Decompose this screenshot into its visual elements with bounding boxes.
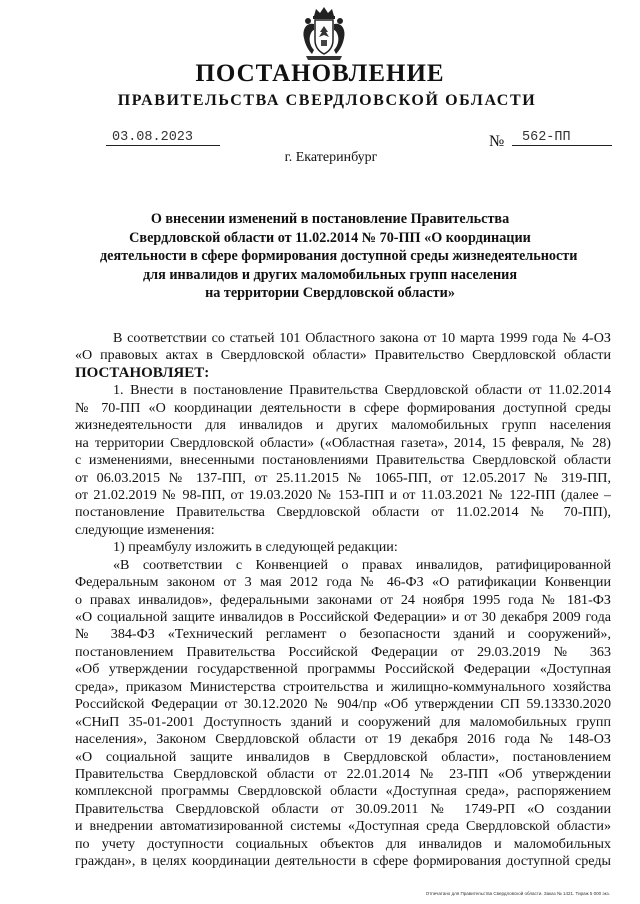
body-line: Правительства Свердловской области от 22.01.2014 № 23-ПП «Об утверждении (75, 765, 611, 782)
body-line: и внедрении автоматизированной системы «Доступная среда Свердловской области» (75, 818, 611, 835)
document-subtitle: ПРАВИТЕЛЬСТВА СВЕРДЛОВСКОЙ ОБЛАСТИ (117, 92, 537, 109)
document-city: г. Екатеринбург (284, 150, 378, 165)
heading-line: для инвалидов и других маломобильных групп населения (142, 266, 517, 283)
body-line: граждан», в целях координации деятельности в сфере формирования доступной среды (75, 853, 611, 870)
body-line: постановлением Правительства Российской Федерации от 29.03.2019 № 363 (75, 643, 611, 660)
heading-line: О внесении изменений в постановление Правительства (150, 211, 510, 227)
body-line: Федеральным законом от 3 мая 2012 года № 46-ФЗ «О ратификации Конвенции (75, 574, 611, 591)
body-line: среда», приказом Министерства строительства и жилищно-коммунального хозяйства (75, 678, 611, 695)
body-line: от 06.03.2015 № 137-ПП, от 25.11.2015 № 1065-ПП, от 12.05.2017 № 319-ПП, (75, 469, 611, 486)
print-note: Отпечатано для Правительства Свердловской области. Заказ № 1421. Тираж 5 000 экз. (425, 891, 610, 896)
body-line: с изменениями, внесенными постановлениями Правительства Свердловской области (75, 452, 611, 469)
body-line: комплексной программы Свердловской области «Доступная среда», распоряжением (75, 783, 611, 800)
body-line: постановление Правительства Свердловской области от 11.02.2014 № 70-ПП), (75, 504, 611, 521)
body-line: населения», Законом Свердловской области от 19 декабря 2016 года № 148-ОЗ (75, 731, 611, 748)
body-line: «Об утверждении государственной программы Российской Федерации «Доступная (75, 661, 611, 678)
body-line: на территории Свердловской области» («Областная газета», 2014, 15 февраля, № 28) (75, 434, 611, 451)
document-date: 03.08.2023 (106, 130, 220, 146)
body-line: «В соответствии с Конвенцией о правах инвалидов, ратифицированной (113, 556, 611, 573)
body-line: 1. Внести в постановление Правительства Свердловской области от 11.02.2014 (113, 382, 611, 399)
body-line: Российской Федерации от 30.12.2020 № 904/пр «Об утверждении СП 59.13330.2020 (75, 696, 611, 713)
body-line: жизнедеятельности для инвалидов и других маломобильных групп населения (75, 417, 611, 434)
sverdlovsk-coat-of-arms-icon (298, 6, 350, 62)
number-sign: № (489, 133, 505, 150)
body-line: № 384-ФЗ «Технический регламент о безопасности зданий и сооружений», (75, 626, 611, 643)
body-line: следующие изменения: (75, 521, 215, 538)
body-line: «О социальной защите инвалидов в Свердловской области», постановлением (75, 748, 611, 765)
body-line: «О социальной защите инвалидов в Российской Федерации» и от 30 декабря 2009 года (75, 609, 611, 625)
resolves-keyword: ПОСТАНОВЛЯЕТ: (75, 364, 210, 381)
body-line: № 70-ПП «О координации деятельности в сфере формирования доступной среды (75, 399, 611, 416)
body-line: о правах инвалидов», федеральными законами от 24 ноября 1995 года № 181-ФЗ (75, 591, 611, 608)
heading-line: Свердловской области от 11.02.2014 № 70-ПП «О координации (129, 229, 531, 246)
heading-line: деятельности в сфере формирования доступной среды жизнедеятельности (100, 248, 578, 264)
document-number: 562-ПП (512, 130, 612, 146)
document-body (75, 330, 611, 871)
body-line: «О правовых актах в Свердловской области» Правительство Свердловской области (75, 347, 611, 364)
document-heading (100, 210, 578, 303)
body-line: «СНиП 35-01-2001 Доступность зданий и сооружений для маломобильных групп (75, 713, 611, 730)
body-line: 1) преамбулу изложить в следующей редакции: (113, 539, 398, 556)
body-line: от 21.02.2019 № 98-ПП, от 19.03.2020 № 153-ПП и от 11.03.2021 № 122-ПП (далее – (75, 486, 611, 503)
document-title: ПОСТАНОВЛЕНИЕ (195, 60, 445, 87)
body-line: Правительства Свердловской области от 30.09.2011 № 1749-РП «О создании (75, 800, 611, 817)
body-line: В соответствии со статьей 101 Областного закона от 10 марта 1999 года № 4-ОЗ (113, 330, 611, 346)
body-line: по учету доступности социальных объектов для инвалидов и маломобильных (75, 835, 611, 852)
heading-line: на территории Свердловской области» (205, 285, 455, 301)
